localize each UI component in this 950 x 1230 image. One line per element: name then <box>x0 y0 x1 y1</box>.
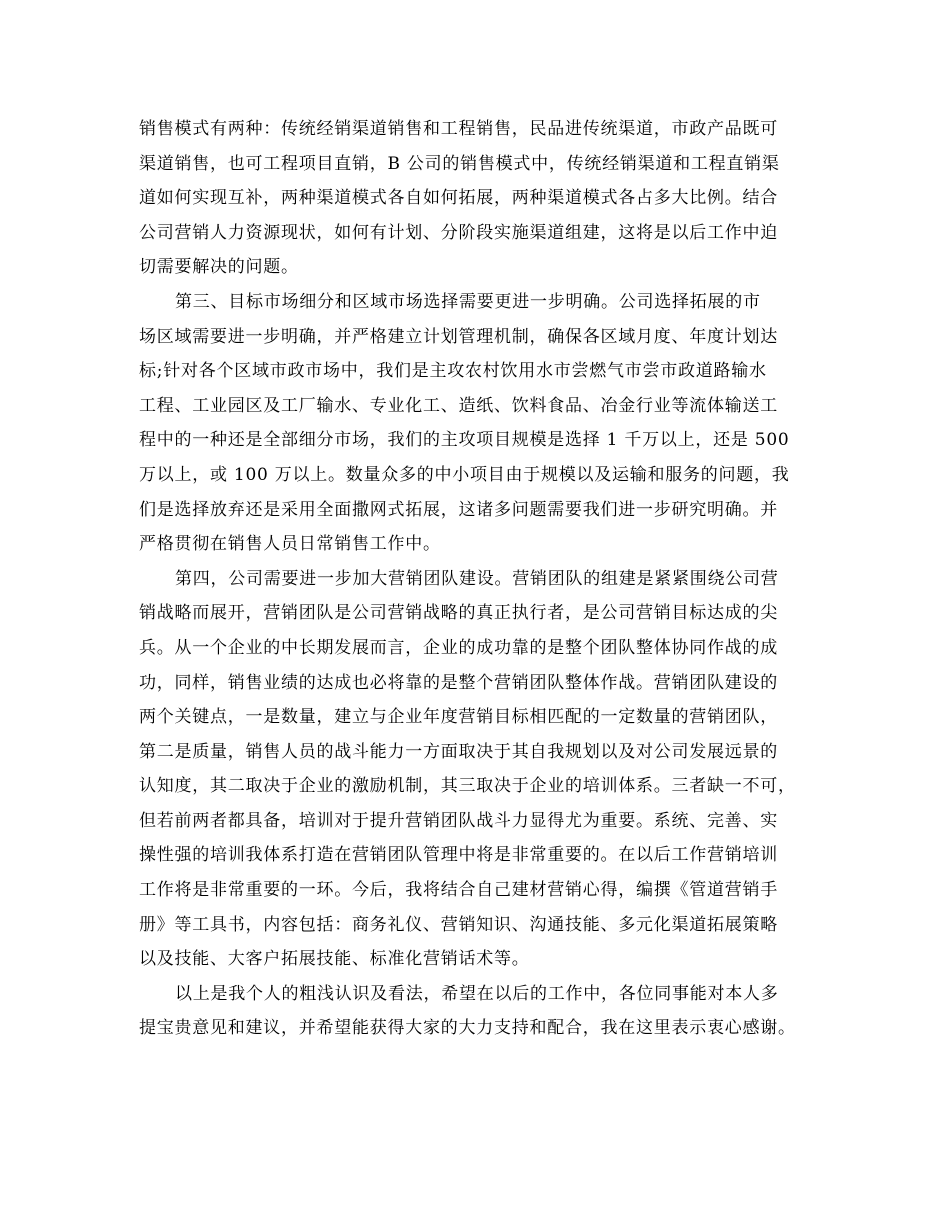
text-line: 公司营销人力资源现状，如何有计划、分阶段实施渠道组建，这将是以后工作中迫 <box>139 222 778 243</box>
text-line: 第四，公司需要进一步加大营销团队建设。营销团队的组建是紧紧围绕公司营 <box>175 568 779 589</box>
text-line: 第二是质量，销售人员的战斗能力一方面取决于其自我规划以及对公司发展远景的 <box>139 741 778 762</box>
paragraph-target-market <box>139 285 824 562</box>
text-line: 销战略而展开，营销团队是公司营销战略的真正执行者，是公司营销目标达成的尖 <box>139 603 778 624</box>
text-line: 场区域需要进一步明确，并严格建立计划管理机制，确保各区域月度、年度计划达 <box>139 326 778 347</box>
text-line: 操性强的培训我体系打造在营销团队管理中将是非常重要的。在以后工作营销培训 <box>139 845 778 866</box>
text-line: 严格贯彻在销售人员日常销售工作中。 <box>139 534 441 555</box>
text-line: 第三、目标市场细分和区域市场选择需要更进一步明确。公司选择拓展的市 <box>175 291 761 312</box>
text-line: 功，同样，销售业绩的达成也必将靠的是整个营销团队整体作战。营销团队建设的 <box>139 672 778 693</box>
text-line: 提宝贵意见和建议，并希望能获得大家的大力支持和配合，我在这里表示衷心感谢。 <box>139 1018 796 1039</box>
text-line: 万以上，或 100 万以上。数量众多的中小项目由于规模以及运输和服务的问题，我 <box>139 464 790 485</box>
text-line: 工作将是非常重要的一环。今后，我将结合自己建材营销心得，编撰《管道营销手 <box>139 880 778 901</box>
text-line: 册》等工具书，内容包括：商务礼仪、营销知识、沟通技能、多元化渠道拓展策略 <box>139 914 778 935</box>
text-line: 们是选择放弃还是采用全面撒网式拓展，这诸多问题需要我们进一步研究明确。并 <box>139 499 778 520</box>
paragraph-closing <box>139 977 824 1046</box>
text-line: 程中的一种还是全部细分市场，我们的主攻项目规模是选择 1 千万以上，还是 500 <box>139 430 790 451</box>
text-line: 两个关键点，一是数量，建立与企业年度营销目标相匹配的一定数量的营销团队， <box>139 707 778 728</box>
text-line: 销售模式有两种：传统经销渠道销售和工程销售，民品进传统渠道，市政产品既可 <box>139 119 778 139</box>
text-line: 认知度，其二取决于企业的激励机制，其三取决于企业的培训体系。三者缺一不可， <box>139 776 796 797</box>
text-line: 道如何实现互补，两种渠道模式各自如何拓展，两种渠道模式各占多大比例。结合 <box>139 188 778 209</box>
text-line: 切需要解决的问题。 <box>139 257 299 278</box>
text-line: 工程、工业园区及工厂输水、专业化工、造纸、饮料食品、冶金行业等流体输送工 <box>139 395 778 416</box>
paragraph-sales-team <box>139 562 824 977</box>
text-line: 以上是我个人的粗浅认识及看法，希望在以后的工作中，各位同事能对本人多 <box>175 983 779 1004</box>
document-body <box>139 112 824 1046</box>
text-line: 标;针对各个区域市政市场中，我们是主攻农村饮用水市尝燃气市尝市政道路输水 <box>139 361 767 382</box>
text-line: 兵。从一个企业的中长期发展而言，企业的成功靠的是整个团队整体协同作战的成 <box>139 637 778 658</box>
text-line: 但若前两者都具备，培训对于提升营销团队战斗力显得尤为重要。系统、完善、实 <box>139 810 778 831</box>
text-line: 以及技能、大客户拓展技能、标准化营销话术等。 <box>139 949 530 970</box>
paragraph-sales-model <box>139 112 824 285</box>
text-line: 渠道销售，也可工程项目直销，B 公司的销售模式中，传统经销渠道和工程直销渠 <box>139 153 780 174</box>
